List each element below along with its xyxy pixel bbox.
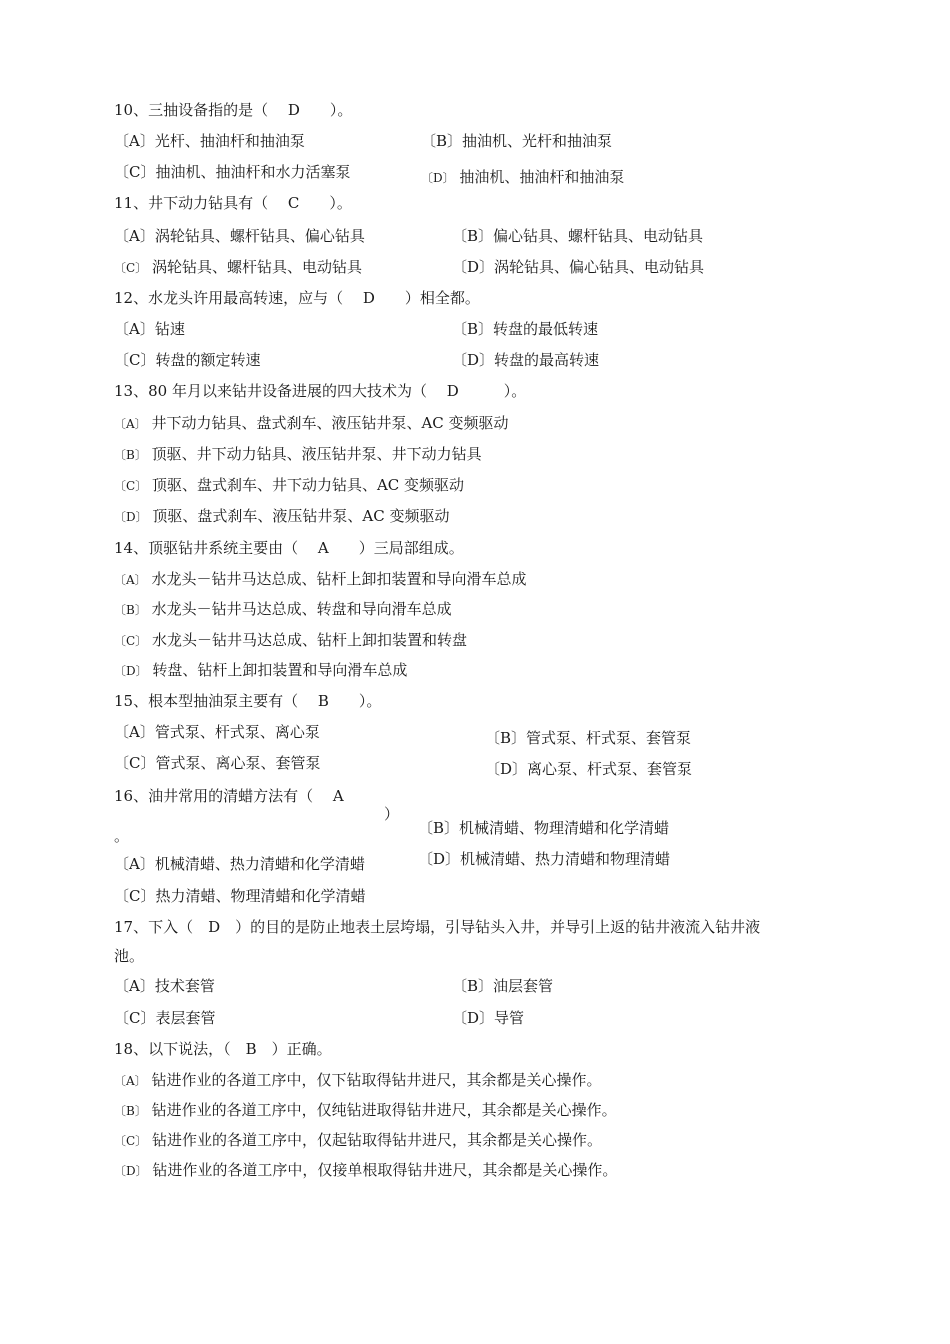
- q14-option-a-text: 水龙头－钻井马达总成、钻杆上卸扣装置和导向滑车总成: [151, 570, 527, 588]
- q16-option-d: 〔D〕机械清蜡、热力清蜡和物理清蜡: [418, 850, 671, 868]
- q10-stem: 10、三抽设备指的是（ D ）。: [114, 101, 353, 119]
- q18-option-b-label: 〔B〕: [114, 1104, 147, 1118]
- q18-stem: 18、以下说法，（ B ）正确。: [114, 1040, 332, 1058]
- q18-option-c: [114, 1130, 602, 1151]
- q11-option-a: 〔A〕涡轮钻具、螺杆钻具、偏心钻具: [114, 227, 365, 245]
- q14-option-a: [114, 569, 526, 590]
- q14-option-c-label: 〔C〕: [114, 634, 148, 648]
- q16-period: 。: [114, 827, 130, 845]
- q13-option-b-text: 顶驱、井下动力钻具、液压钻井泵、井下动力钻具: [151, 445, 482, 463]
- q10-option-d-text: 抽油机、抽油杆和抽油泵: [459, 168, 625, 186]
- q16-option-a: 〔A〕机械清蜡、热力清蜡和化学清蜡: [114, 855, 365, 873]
- q18-option-a: [114, 1070, 601, 1091]
- q15-option-c: 〔C〕管式泵、离心泵、套管泵: [114, 754, 321, 772]
- q13-stem: 13、80 年月以来钻井设备进展的四大技术为（ D ）。: [114, 382, 527, 400]
- q11-option-d: 〔D〕涡轮钻具、偏心钻具、电动钻具: [452, 258, 705, 276]
- q18-option-c-label: 〔C〕: [114, 1134, 148, 1148]
- q13-option-b: [114, 444, 482, 465]
- q15-option-a: 〔A〕管式泵、杆式泵、离心泵: [114, 723, 320, 741]
- q11-option-c: [114, 257, 362, 278]
- q16-stem: 16、油井常用的清蜡方法有（ A: [114, 787, 344, 805]
- q16-option-c: 〔C〕热力清蜡、物理清蜡和化学清蜡: [114, 887, 366, 905]
- q14-option-a-label: 〔A〕: [114, 573, 147, 587]
- q13-option-b-label: 〔B〕: [114, 448, 147, 462]
- q14-option-b: [114, 599, 452, 620]
- q14-option-b-label: 〔B〕: [114, 603, 147, 617]
- q12-stem: 12、水龙头许用最高转速，应与（ D ）相全都。: [114, 289, 480, 307]
- q17-option-a: 〔A〕技术套管: [114, 977, 215, 995]
- q13-option-a: [114, 413, 509, 434]
- q13-option-d-text: 顶驱、盘式刹车、液压钻井泵、AC 变频驱动: [152, 507, 450, 525]
- q14-option-d: [114, 660, 407, 681]
- q10-option-d-label: 〔D〕: [421, 171, 455, 185]
- q10-option-c: 〔C〕抽油机、抽油杆和水力活塞泵: [114, 163, 351, 181]
- q18-option-d: [114, 1160, 617, 1181]
- q14-option-c-text: 水龙头－钻井马达总成、钻杆上卸扣装置和转盘: [151, 631, 467, 649]
- q13-option-c-text: 顶驱、盘式刹车、井下动力钻具、AC 变频驱动: [151, 476, 465, 494]
- q13-option-c-label: 〔C〕: [114, 479, 148, 493]
- q14-option-c: [114, 630, 467, 651]
- q18-option-b: [114, 1100, 617, 1121]
- q12-option-a: 〔A〕钻速: [114, 320, 185, 338]
- q10-option-d: [421, 167, 624, 188]
- q18-option-a-label: 〔A〕: [114, 1074, 147, 1088]
- q10-option-b: 〔B〕抽油机、光杆和抽油泵: [421, 132, 613, 150]
- q17-option-d: 〔D〕导管: [452, 1009, 525, 1027]
- q18-option-d-text: 钻进作业的各道工序中，仅接单根取得钻井进尺，其余都是关心操作。: [152, 1161, 618, 1179]
- q10-option-a: 〔A〕光杆、抽油杆和抽油泵: [114, 132, 305, 150]
- q18-option-a-text: 钻进作业的各道工序中，仅下钻取得钻井进尺，其余都是关心操作。: [151, 1071, 602, 1089]
- q18-option-c-text: 钻进作业的各道工序中，仅起钻取得钻井进尺，其余都是关心操作。: [151, 1131, 602, 1149]
- q14-option-d-label: 〔D〕: [114, 664, 148, 678]
- q16-bracket: ）: [384, 805, 400, 823]
- q17-stem: 17、下入（ D ）的目的是防止地表土层垮塌，引导钻头入井，并导引上返的钻井液流入钻井液: [114, 918, 761, 936]
- q13-option-a-text: 井下动力钻具、盘式刹车、液压钻井泵、AC 变频驱动: [151, 414, 509, 432]
- q13-option-c: [114, 475, 464, 496]
- q12-option-c: 〔C〕转盘的额定转速: [114, 351, 261, 369]
- q15-stem: 15、根本型抽油泵主要有（ B ）。: [114, 692, 382, 710]
- q14-option-b-text: 水龙头－钻井马达总成、转盘和导向滑车总成: [151, 600, 452, 618]
- q14-option-d-text: 转盘、钻杆上卸扣装置和导向滑车总成: [152, 661, 408, 679]
- q18-option-d-label: 〔D〕: [114, 1164, 148, 1178]
- q15-option-b: 〔B〕管式泵、杆式泵、套管泵: [485, 729, 692, 747]
- q17-option-b: 〔B〕油层套管: [452, 977, 554, 995]
- q16-option-b: 〔B〕机械清蜡、物理清蜡和化学清蜡: [418, 819, 670, 837]
- q11-option-c-label: 〔C〕: [114, 261, 148, 275]
- q12-option-d: 〔D〕转盘的最高转速: [452, 351, 600, 369]
- q11-option-c-text: 涡轮钻具、螺杆钻具、电动钻具: [151, 258, 362, 276]
- q17-option-c: 〔C〕表层套管: [114, 1009, 216, 1027]
- q11-option-b: 〔B〕偏心钻具、螺杆钻具、电动钻具: [452, 227, 704, 245]
- q15-option-d: 〔D〕离心泵、杆式泵、套管泵: [485, 760, 693, 778]
- q13-option-d: [114, 506, 450, 527]
- q11-stem: 11、井下动力钻具有（ C ）。: [114, 194, 352, 212]
- q18-option-b-text: 钻进作业的各道工序中，仅纯钻进取得钻井进尺，其余都是关心操作。: [151, 1101, 617, 1119]
- q13-option-d-label: 〔D〕: [114, 510, 148, 524]
- q12-option-b: 〔B〕转盘的最低转速: [452, 320, 599, 338]
- q13-option-a-label: 〔A〕: [114, 417, 147, 431]
- q14-stem: 14、顶驱钻井系统主要由（ A ）三局部组成。: [114, 539, 464, 557]
- q17-stem-continued: 池。: [114, 947, 145, 965]
